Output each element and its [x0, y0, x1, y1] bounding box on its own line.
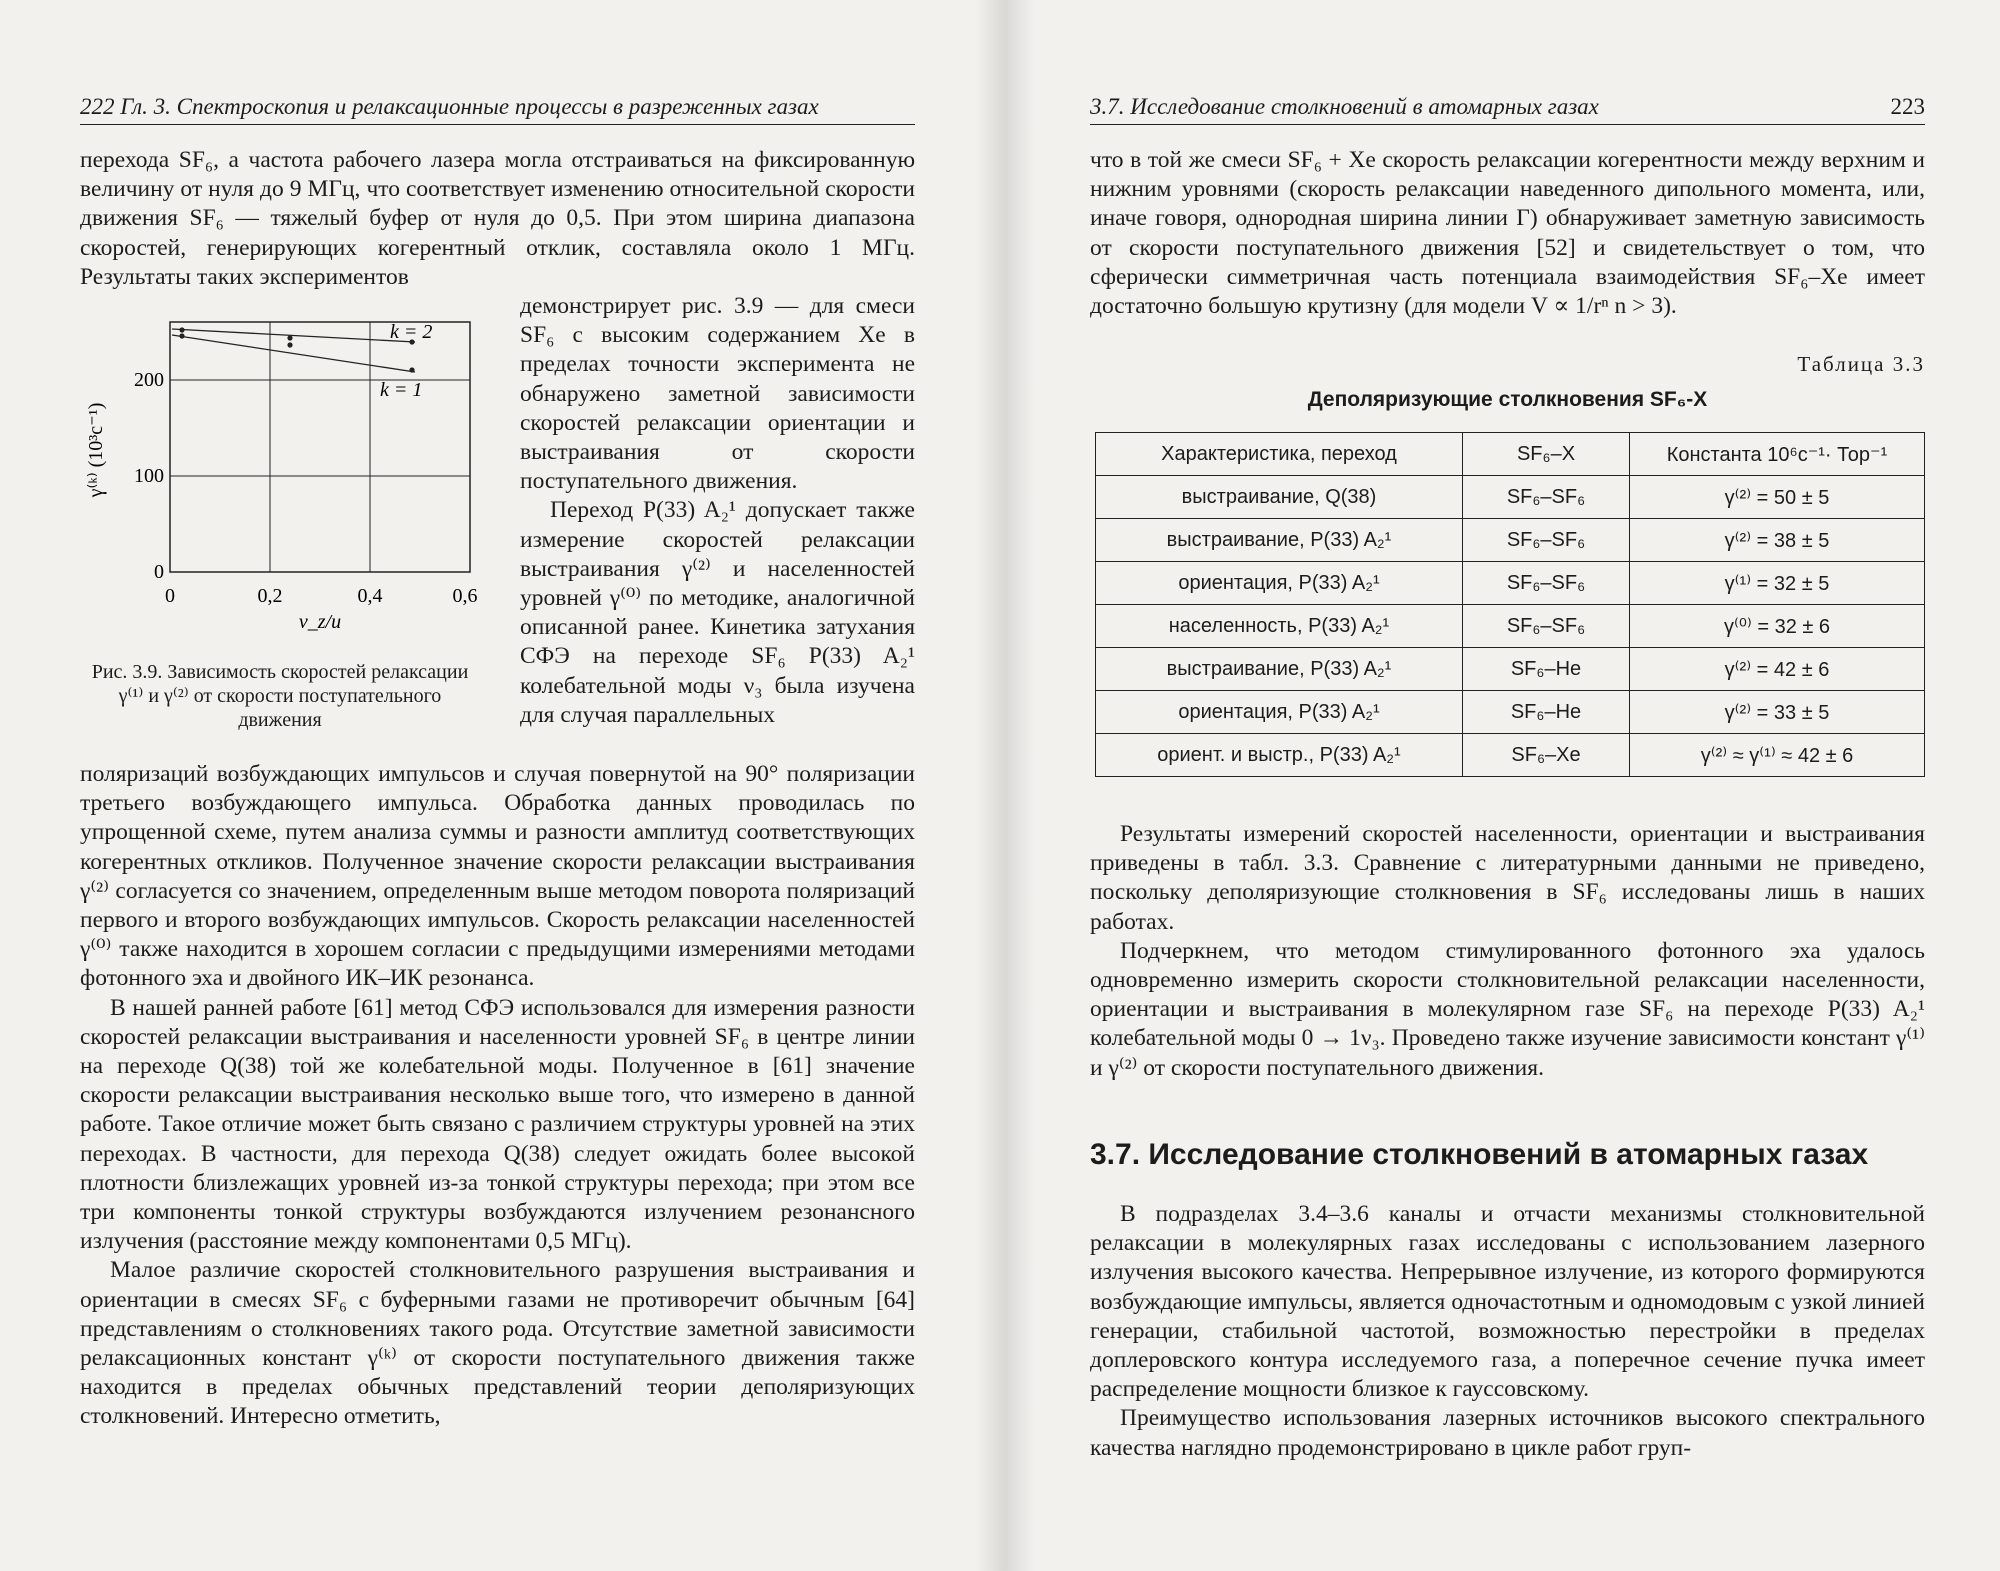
- right-running-header: [1090, 90, 1925, 125]
- table-row: [1096, 691, 1925, 734]
- table-header-row: [1096, 433, 1925, 476]
- left-running-header: [80, 90, 915, 125]
- left-page-number: 222: [80, 94, 115, 119]
- table-cell: выстраивание, P(33) A₂¹: [1096, 519, 1463, 562]
- label-k2: k = 2: [390, 321, 433, 343]
- table-cell: SF₆–SF₆: [1463, 605, 1630, 648]
- table-header-cell: SF₆–X: [1463, 433, 1630, 476]
- table-cell: SF₆–SF₆: [1463, 519, 1630, 562]
- y-tick-100: 100: [134, 465, 164, 487]
- right-paragraph-3: В подразделах 3.4–3.6 каналы и отчасти механизмы столкновительной релаксации в молекулярных газах исследованы с использованием лазерного излучения высокого качества. Непрерывное излучение, из которого формируются возбуждающие импульсы, является одночастотным и одномодовым с узкой линией генерации, стабильной частотой, возможностью перестройки в пределах доплеровского контура исследуемого газа, а поперечное сечение пучка имеет распределение мощности близкое к гауссовскому. Преимущество использования лазерных источников высокого спектрального качества наглядно продемонстрировано в цикле работ груп-: [1090, 1201, 1925, 1461]
- table-cell: γ⁽²⁾ = 33 ± 5: [1630, 691, 1925, 734]
- table-cell: SF₆–Xe: [1463, 734, 1630, 777]
- table-row: [1096, 476, 1925, 519]
- label-k1: k = 1: [380, 379, 423, 401]
- right-page: [1015, 0, 2000, 1571]
- table-row: [1096, 605, 1925, 648]
- y-axis-label: γ⁽ᵏ⁾ (10³c⁻¹): [85, 402, 107, 498]
- table-row: [1096, 562, 1925, 605]
- table-cell: выстраивание, Q(38): [1096, 476, 1463, 519]
- table-cell: ориент. и выстр., P(33) A₂¹: [1096, 734, 1463, 777]
- table-cell: γ⁽²⁾ = 50 ± 5: [1630, 476, 1925, 519]
- table-cell: населенность, P(33) A₂¹: [1096, 605, 1463, 648]
- right-page-number: 223: [1890, 94, 1925, 119]
- section-heading-3-7: 3.7. Исследование столкновений в атомарных газах: [1090, 1138, 1869, 1171]
- table-cell: γ⁽¹⁾ = 32 ± 5: [1630, 562, 1925, 605]
- left-page: [0, 0, 985, 1571]
- table-header-cell: Характеристика, переход: [1096, 433, 1463, 476]
- table-title: Деполяризующие столкновения SF₆-X: [1307, 388, 1708, 411]
- point-k1: [287, 342, 292, 347]
- x-axis-label: v_z/u: [298, 611, 342, 633]
- figure-3-9-plot: [80, 310, 480, 650]
- table-cell: SF₆–SF₆: [1463, 562, 1630, 605]
- table-cell: γ⁽⁰⁾ = 32 ± 6: [1630, 605, 1925, 648]
- point-k1: [179, 333, 184, 338]
- table-row: [1096, 648, 1925, 691]
- right-paragraph-1: что в той же смеси SF₆ + Xe скорость релаксации когерентности между верхним и нижним уровнями (скорость релаксации наведенного дипольного момента, или, иначе говоря, однородная ширина линии Г) обнаруживает заметную зависимость от скорости поступательного движения [52] и свидетельствует о том, что сферически симметричная часть потенциала взаимодействия SF₆–Xe имеет достаточно большую крутизну (для модели V ∝ 1/rⁿ n > 3).: [1090, 147, 1925, 320]
- x-tick-06: 0,6: [452, 585, 478, 607]
- plot-frame: [170, 322, 470, 572]
- table-header-cell: Константа 10⁶c⁻¹· Тор⁻¹: [1630, 433, 1925, 476]
- y-tick-0: 0: [154, 561, 164, 583]
- point-k1: [409, 367, 414, 372]
- table-cell: ориентация, P(33) A₂¹: [1096, 691, 1463, 734]
- left-side-text: демонстрирует рис. 3.9 — для смеси SF₆ с высоким содержанием Xe в пределах точности эксперимента не обнаружено заметной зависимости скоростей релаксации ориентации и выстраивания от скорости поступательного движения. Переход P(33) A₂¹ допускает также измерение скоростей релаксации выстраивания γ⁽²⁾ и населенностей уровней γ⁽⁰⁾ по методике, аналогичной описанной ранее. Кинетика затухания СФЭ на переходе SF₆ P(33) A₂¹ колебательной моды ν₃ была изучена для случая параллельных: [520, 293, 915, 728]
- left-paragraph-2: поляризаций возбуждающих импульсов и случая повернутой на 90° поляризации третьего возбуждающего импульса. Обработка данных проводилась по упрощенной схеме, путем анализа суммы и разности амплитуд соответствующих когерентных откликов. Полученное значение скорости релаксации выстраивания γ⁽²⁾ согласуется со значением, определенным выше методом поворота поляризаций первого и второго возбуждающих импульсов. Скорость релаксации населенностей γ⁽⁰⁾ также находится в хорошем согласии с предыдущими измерениями методами фотонного эха и двойного ИК–ИК резонанса. В нашей ранней работе [61] метод СФЭ использовался для измерения разности скоростей релаксации выстраивания и населенности уровней SF₆ в центре линии на переходе Q(38) той же колебательной моды. Полученное в [61] значение скорости релаксации выстраивания несколько выше того, что измерено в данной работе. Такое отличие может быть связано с различием структуры уровней на этих переходах. В частности, для перехода Q(38) следует ожидать более высокой плотности близлежащих уровней из-за тонкой структуры перехода; при этом все три компоненты тонкой структуры возбуждаются излучением резонансного излучения (расстояние между компонентами 0,5 МГц). Малое различие скоростей столкновительного разрушения выстраивания и ориентации в смесях SF₆ с буферными газами не противоречит обычным [64] представлениям о столкновениях такого рода. Отсутствие заметной зависимости релаксационных констант γ⁽ᵏ⁾ от скорости поступательного движения также находится в пределах обычных представлений теории деполяризующих столкновений. Интересно отметить,: [80, 761, 915, 1430]
- table-row: [1096, 734, 1925, 777]
- table-cell: SF₆–He: [1463, 648, 1630, 691]
- point-k2: [179, 327, 184, 332]
- table-3-3: [1095, 432, 1925, 777]
- x-tick-04: 0,4: [357, 585, 383, 607]
- point-k2: [287, 335, 292, 340]
- table-cell: γ⁽²⁾ ≈ γ⁽¹⁾ ≈ 42 ± 6: [1630, 734, 1925, 777]
- right-header-title: 3.7. Исследование столкновений в атомарных газах: [1090, 94, 1599, 119]
- figure-3-9: [80, 310, 480, 650]
- figure-3-9-caption: Рис. 3.9. Зависимость скоростей релаксации γ⁽¹⁾ и γ⁽²⁾ от скорости поступательного движения: [91, 661, 469, 731]
- y-tick-200: 200: [134, 369, 164, 391]
- left-paragraph-1: перехода SF₆, а частота рабочего лазера могла отстраиваться на фиксированную величину от нуля до 9 МГц, что соответствует изменению относительной скорости движения SF₆ — тяжелый буфер от нуля до 0,5. При этом ширина диапазона скоростей, генерирующих когерентный отклик, составляла около 1 МГц. Результаты таких экспериментов: [80, 147, 915, 290]
- table-cell: выстраивание, P(33) A₂¹: [1096, 648, 1463, 691]
- table-cell: γ⁽²⁾ = 38 ± 5: [1630, 519, 1925, 562]
- table-cell: ориентация, P(33) A₂¹: [1096, 562, 1463, 605]
- table-cell: SF₆–SF₆: [1463, 476, 1630, 519]
- table-cell: SF₆–He: [1463, 691, 1630, 734]
- left-header-title: Гл. 3. Спектроскопия и релаксационные процессы в разреженных газах: [120, 94, 819, 119]
- table-cell: γ⁽²⁾ = 42 ± 6: [1630, 648, 1925, 691]
- x-tick-02: 0,2: [257, 585, 283, 607]
- table-row: [1096, 519, 1925, 562]
- table-label: Таблица 3.3: [1797, 352, 1925, 376]
- right-paragraph-2: Результаты измерений скоростей населенности, ориентации и выстраивания приведены в табл. 3.3. Сравнение с литературными данными не приведено, поскольку деполяризующие столкновения в SF₆ исследованы лишь в наших работах. Подчеркнем, что методом стимулированного фотонного эха удалось одновременно измерить скорости столкновительной релаксации населенности, ориентации и выстраивания в молекулярном газе SF₆ на переходе P(33) A₂¹ колебательной моды 0 → 1ν₃. Проведено также изучение зависимости констант γ⁽¹⁾ и γ⁽²⁾ от скорости поступательного движения.: [1090, 821, 1925, 1081]
- x-tick-0: 0: [165, 585, 175, 607]
